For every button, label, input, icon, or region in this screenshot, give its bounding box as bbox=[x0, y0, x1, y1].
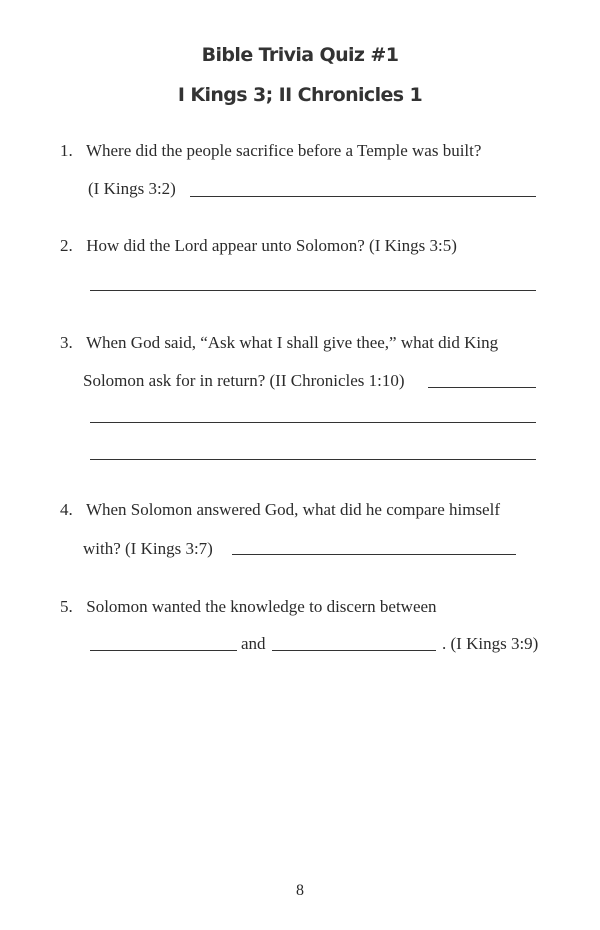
question-5-connector: and bbox=[241, 634, 266, 653]
answer-blank-3c[interactable] bbox=[90, 459, 536, 460]
question-1 bbox=[60, 141, 481, 161]
answer-blank-1[interactable] bbox=[190, 196, 536, 197]
question-2 bbox=[60, 236, 457, 256]
question-3-continuation: Solomon ask for in return? (II Chronicles 1:10) bbox=[83, 371, 405, 390]
answer-blank-4[interactable] bbox=[232, 554, 516, 555]
question-5-reference: . (I Kings 3:9) bbox=[442, 634, 539, 653]
question-4-continuation: with? (I Kings 3:7) bbox=[83, 539, 213, 558]
answer-blank-5a[interactable] bbox=[90, 650, 237, 651]
question-5 bbox=[60, 597, 437, 617]
page-number: 8 bbox=[296, 882, 304, 899]
question-number: 2. bbox=[60, 236, 73, 255]
quiz-title: Bible Trivia Quiz #1 bbox=[201, 44, 399, 66]
question-text: Where did the people sacrifice before a Temple was built? bbox=[85, 141, 482, 160]
question-text: Solomon wanted the knowledge to discern between bbox=[86, 597, 437, 616]
answer-blank-3a[interactable] bbox=[428, 387, 536, 388]
answer-blank-3b[interactable] bbox=[90, 422, 536, 423]
question-4 bbox=[60, 500, 500, 520]
question-text: When God said, “Ask what I shall give thee,” what did King bbox=[85, 333, 499, 352]
question-number: 3. bbox=[60, 333, 73, 352]
question-number: 5. bbox=[60, 597, 73, 616]
question-3 bbox=[60, 333, 498, 353]
answer-blank-2[interactable] bbox=[90, 290, 536, 291]
question-number: 1. bbox=[60, 141, 73, 160]
answer-blank-5b[interactable] bbox=[272, 650, 436, 651]
question-text: How did the Lord appear unto Solomon? (I Kings 3:5) bbox=[86, 236, 457, 255]
quiz-subtitle: I Kings 3; II Chronicles 1 bbox=[177, 84, 423, 106]
question-text: When Solomon answered God, what did he compare himself bbox=[85, 500, 500, 519]
question-1-reference: (I Kings 3:2) bbox=[88, 179, 176, 198]
question-number: 4. bbox=[60, 500, 73, 519]
